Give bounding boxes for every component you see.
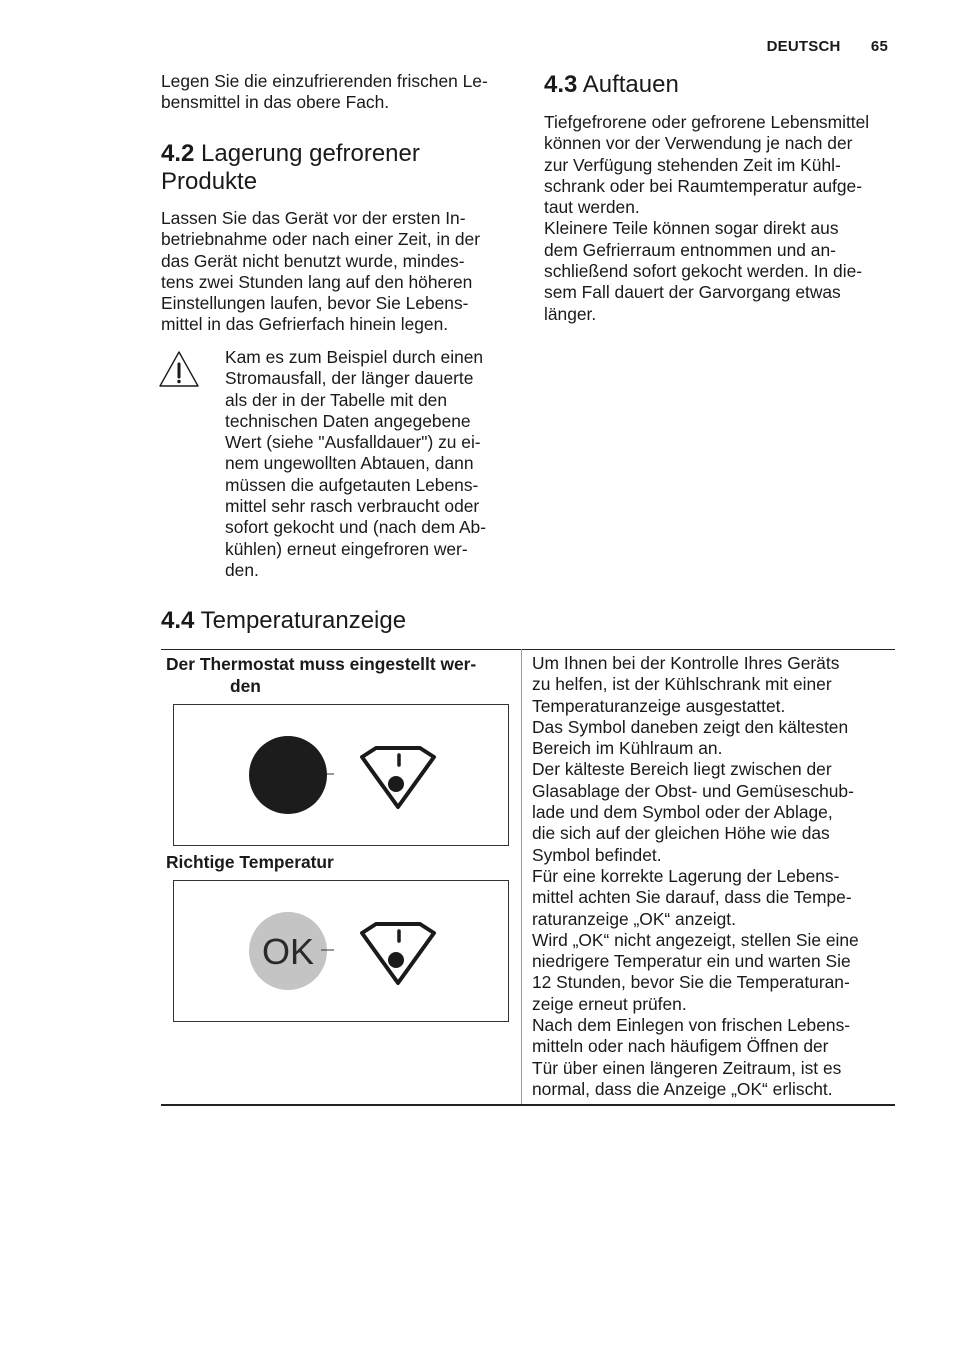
text-line: normal, dass die Anzeige „OK“ erlischt. <box>532 1078 833 1099</box>
text-line: Glasablage der Obst- und Gemüseschub- <box>532 780 854 801</box>
text-line: Temperaturanzeige ausgestattet. <box>532 695 786 716</box>
thermometer-symbol-icon <box>362 748 434 807</box>
text-line: Stromausfall, der länger dauerte <box>225 368 474 389</box>
text-line: Symbol befindet. <box>532 844 662 865</box>
text-line: Der kälteste Bereich liegt zwischen der <box>532 759 832 780</box>
header-language: DEUTSCH <box>766 38 841 55</box>
text-line: schließend sofort gekocht werden. In die- <box>544 261 863 282</box>
text-line: taut werden. <box>544 197 640 218</box>
text-line: Wert (siehe "Ausfalldauer") zu ei- <box>225 432 481 453</box>
text-line: kühlen) erneut eingefroren wer- <box>225 538 468 559</box>
section-title-cont: Produkte <box>161 168 258 195</box>
text-line: sem Fall dauert der Garvorgang etwas <box>544 282 841 303</box>
text-line: mittel achten Sie darauf, dass die Tempe- <box>532 887 852 908</box>
text-line: mittel in das Gefrierfach hinein legen. <box>161 314 449 335</box>
text-line: mitteln oder nach häufigem Öffnen der <box>532 1036 829 1057</box>
section-4-2-paragraph <box>161 208 513 336</box>
text-line: sofort gekocht und (nach dem Ab- <box>225 517 487 538</box>
indicator-figure-ok <box>173 880 509 1022</box>
table-top-rule <box>161 649 895 650</box>
table-bottom-rule <box>161 1104 895 1106</box>
text-line: Einstellungen laufen, bevor Sie Lebens- <box>161 293 469 314</box>
text-line: zeige erneut prüfen. <box>532 993 687 1014</box>
text-line: Nach dem Einlegen von frischen Lebens- <box>532 1015 851 1036</box>
section-title: Temperaturanzeige <box>200 607 407 634</box>
section-number: 4.4 <box>161 607 195 634</box>
text-line: raturanzeige „OK“ anzeigt. <box>532 908 736 929</box>
text-line: das Gerät nicht benutzt wurde, mindes- <box>161 250 465 271</box>
ok-indicator-graphic <box>174 881 510 1023</box>
text-line: schrank oder bei Raumtemperatur aufge- <box>544 175 863 196</box>
text-line: tens zwei Stunden lang auf den höheren <box>161 271 473 292</box>
text-line: mittel sehr rasch verbraucht oder <box>225 496 480 517</box>
caption-correct-temperature: Richtige Temperatur <box>166 852 334 872</box>
text-line: nem ungewollten Abtauen, dann <box>225 453 474 474</box>
text-line: länger. <box>544 303 597 324</box>
text-line: Kleinere Teile können sogar direkt aus <box>544 218 839 239</box>
section-title: Lagerung gefrorener <box>201 140 420 167</box>
text-line: betriebnahme oder nach einer Zeit, in der <box>161 229 481 250</box>
text-line: 12 Stunden, bevor Sie die Temperaturan- <box>532 972 850 993</box>
text-line: die sich auf der gleichen Höhe wie das <box>532 823 830 844</box>
text-line: Um Ihnen bei der Kontrolle Ihres Geräts <box>532 653 840 673</box>
text-line: Für eine korrekte Lagerung der Lebens- <box>532 865 840 886</box>
text-line: den. <box>225 559 259 580</box>
dark-indicator-circle <box>249 736 327 814</box>
warning-note <box>225 347 486 581</box>
table-column-divider <box>521 649 522 1105</box>
text-line: müssen die aufgetauten Lebens- <box>225 474 479 495</box>
text-line: bensmittel in das obere Fach. <box>161 92 390 113</box>
section-heading-4-2 <box>161 140 513 196</box>
text-line: als der in der Tabelle mit den <box>225 389 448 410</box>
section-number: 4.3 <box>544 71 578 98</box>
caption-line: den <box>230 676 261 696</box>
thermometer-symbol-icon <box>362 924 434 983</box>
intro-paragraph <box>161 71 513 114</box>
text-line: können vor der Verwendung je nach der <box>544 133 853 154</box>
indicator-figure-dark <box>173 704 509 846</box>
caption-thermostat-adjust <box>166 653 476 697</box>
text-line: niedrigere Temperatur ein und warten Sie <box>532 951 851 972</box>
section-4-3-paragraph <box>544 112 896 325</box>
text-line: Bereich im Kühlraum an. <box>532 738 723 759</box>
text-line: Tiefgefrorene oder gefrorene Lebensmittel <box>544 112 870 132</box>
ok-indicator-text: OK <box>261 931 315 972</box>
text-line: zur Verfügung stehenden Zeit im Kühl- <box>544 154 841 175</box>
caption-line: Der Thermostat muss eingestellt wer- <box>166 654 477 674</box>
warning-triangle-icon <box>158 350 200 388</box>
text-line: lade und dem Symbol oder der Ablage, <box>532 802 833 823</box>
section-heading-4-3 <box>544 71 896 99</box>
text-line: zu helfen, ist der Kühlschrank mit einer <box>532 674 832 695</box>
dark-indicator-graphic <box>174 705 510 847</box>
section-4-4-description <box>532 653 892 1100</box>
text-line: dem Gefrierraum entnommen und an- <box>544 239 836 260</box>
text-line: Legen Sie die einzufrierenden frischen Le- <box>161 71 488 91</box>
section-heading-4-4 <box>161 607 661 635</box>
text-line: Wird „OK“ nicht angezeigt, stellen Sie eine <box>532 929 859 950</box>
text-line: Das Symbol daneben zeigt den kältesten <box>532 716 849 737</box>
page-header <box>767 38 888 55</box>
text-line: Tür über einen längeren Zeitraum, ist es <box>532 1057 842 1078</box>
text-line: technischen Daten angegebene <box>225 410 471 431</box>
text-line: Kam es zum Beispiel durch einen <box>225 347 484 367</box>
text-line: Lassen Sie das Gerät vor der ersten In- <box>161 208 466 228</box>
page-number: 65 <box>870 38 888 55</box>
section-number: 4.2 <box>161 140 195 167</box>
section-title: Auftauen <box>582 71 679 98</box>
